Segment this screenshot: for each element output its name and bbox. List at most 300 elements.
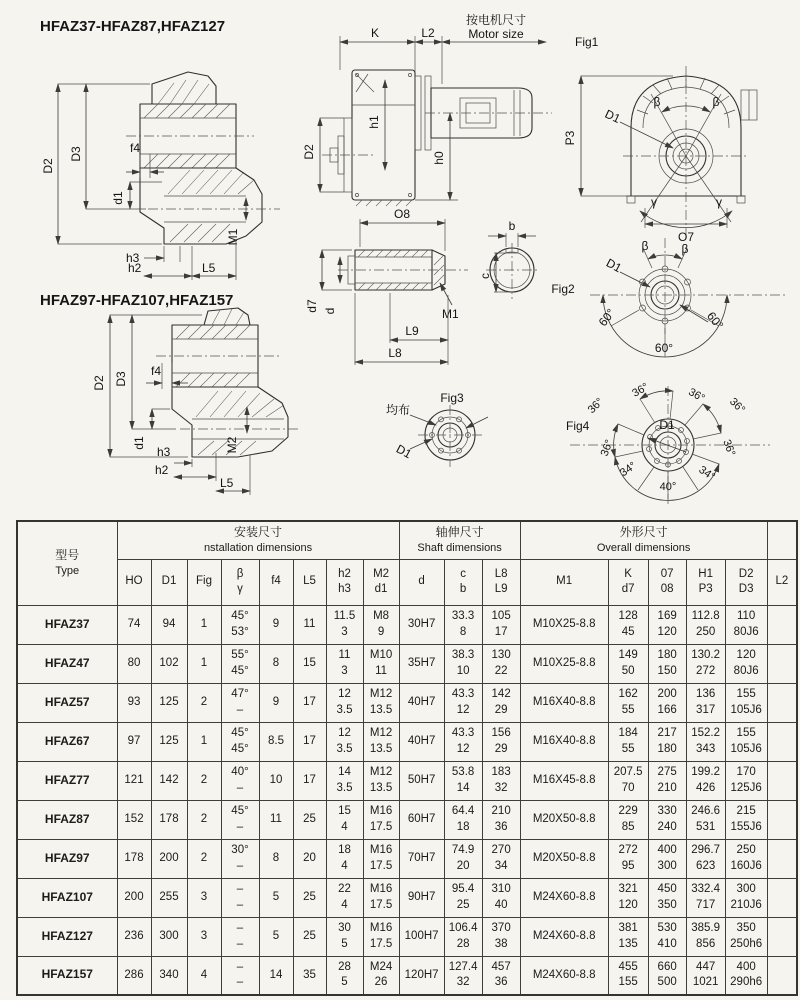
fig4-angle-0: 36° [585, 395, 607, 417]
fig2-beta-right: β [681, 242, 689, 256]
dim-label-h1: h1 [367, 115, 381, 129]
dim-label-h2: h2 [128, 261, 142, 275]
dim-cell: M16 17.5 [363, 839, 399, 878]
dim-cell: 169 120 [648, 605, 686, 644]
dim-cell: 660 500 [648, 956, 686, 995]
dim-d1 [111, 182, 162, 209]
fig1-beta-right: β [712, 95, 720, 109]
fig4-angle-8: 40° [659, 481, 677, 493]
dim-cell: 400 300 [648, 839, 686, 878]
dim-cell: 400 290h6 [725, 956, 767, 995]
dim-cell: 17 [293, 722, 326, 761]
dim-cell: 35 [293, 956, 326, 995]
dim-cell: 125 [151, 683, 187, 722]
fig4-angle-5: 36° [720, 438, 738, 458]
dim-cell: 340 [151, 956, 187, 995]
dim-cell: 43.3 12 [444, 683, 482, 722]
dim-cell: M12 13.5 [363, 683, 399, 722]
dim-label-k: K [370, 26, 380, 40]
model-name: HFAZ37 [17, 605, 117, 644]
dim-cell: 110 80J6 [725, 605, 767, 644]
dim-cell: 272 95 [608, 839, 648, 878]
dim-cell [767, 644, 797, 683]
installation-header-cn: 安装尺寸 [234, 525, 283, 540]
fig1-D1-leader [603, 107, 673, 148]
dim-cell [767, 956, 797, 995]
col-header: L8 L9 [482, 559, 520, 605]
dim-cell: 22 4 [326, 878, 363, 917]
dim-label-d2: D2 [92, 375, 106, 391]
dim-cell: 215 155J6 [725, 800, 767, 839]
dim-cell: 15 4 [326, 800, 363, 839]
dim-cell: 30 5 [326, 917, 363, 956]
model-name: HFAZ87 [17, 800, 117, 839]
dim-cell: 90H7 [399, 878, 444, 917]
overall-header-en: Overall dimensions [596, 541, 691, 554]
dim-cell [767, 722, 797, 761]
dim-label-p3: P3 [563, 130, 577, 146]
dim-cell: M10X25-8.8 [520, 605, 608, 644]
dim-cell: 14 [259, 956, 293, 995]
housing-upper-outline [156, 308, 280, 387]
dim-cell: 95.4 25 [444, 878, 482, 917]
dim-cell: – – [221, 956, 259, 995]
dim-cell: 310 40 [482, 878, 520, 917]
dim-cell: 105 17 [482, 605, 520, 644]
section2-title: HFAZ97-HFAZ107,HFAZ157 [40, 292, 234, 309]
dim-cell: M20X50-8.8 [520, 800, 608, 839]
dim-cell: 300 210J6 [725, 878, 767, 917]
dim-D2 [41, 84, 162, 244]
dim-label-o8: O8 [393, 207, 411, 221]
type-header-en: Type [55, 564, 80, 577]
dim-cell: 155 105J6 [725, 683, 767, 722]
dim-cell: 183 32 [482, 761, 520, 800]
fig2-angle-right: 60° [704, 309, 727, 333]
group-header-overall [520, 521, 767, 559]
fig4-angle-4: 36° [598, 438, 616, 458]
dim-cell: 2 [187, 800, 221, 839]
dim-cell: 97 [117, 722, 151, 761]
dim-cell: 385.9 856 [686, 917, 725, 956]
dim-cell: 40H7 [399, 683, 444, 722]
dim-cell: 70H7 [399, 839, 444, 878]
dim-h1 [367, 80, 385, 170]
shaft-body [338, 250, 468, 290]
table-row [17, 761, 797, 800]
dim-cell: 1 [187, 605, 221, 644]
dim-cell: 20 [293, 839, 326, 878]
dim-label-m1: M1 [442, 307, 459, 321]
dim-cell: 74.9 20 [444, 839, 482, 878]
drawing-fig1-front-view [553, 26, 800, 252]
fig2-60deg-sectors [596, 295, 727, 357]
dim-label-b: b [508, 219, 516, 233]
table-row [17, 722, 797, 761]
table-row [17, 644, 797, 683]
dim-cell: 74 [117, 605, 151, 644]
dim-cell: 246.6 531 [686, 800, 725, 839]
dim-cell: 457 36 [482, 956, 520, 995]
dim-cell: 455 155 [608, 956, 648, 995]
dim-cell: 8 [259, 839, 293, 878]
dim-cell: M24X60-8.8 [520, 956, 608, 995]
dim-cell: 93 [117, 683, 151, 722]
drawing-shaft-detail [300, 203, 580, 377]
model-name: HFAZ57 [17, 683, 117, 722]
fig1-d1-label: D1 [602, 106, 623, 126]
fig2-label: Fig2 [551, 282, 575, 296]
dim-cell: 250 160J6 [725, 839, 767, 878]
dim-cell: 40° – [221, 761, 259, 800]
fig2-D1-leader [604, 256, 708, 322]
dimensions-table [16, 520, 798, 996]
dim-label-d3: D3 [114, 371, 128, 387]
dim-cell: 28 5 [326, 956, 363, 995]
table-row [17, 917, 797, 956]
fig1-gamma-left: γ [651, 195, 657, 209]
dim-label-l5: L5 [220, 476, 234, 490]
dim-cell: 8 [259, 644, 293, 683]
dim-cell: 125 [151, 722, 187, 761]
dim-cell: 11 [293, 605, 326, 644]
model-name: HFAZ127 [17, 917, 117, 956]
dim-cell: 5 [259, 917, 293, 956]
dim-label-f4: f4 [129, 141, 141, 155]
table-row [17, 800, 797, 839]
table-row [17, 956, 797, 995]
dim-cell: 100H7 [399, 917, 444, 956]
dim-cell: 200 166 [648, 683, 686, 722]
model-name: HFAZ97 [17, 839, 117, 878]
shaft-header-cn: 轴伸尺寸 [435, 525, 484, 540]
dim-cell: 64.4 18 [444, 800, 482, 839]
dim-cell: 200 [117, 878, 151, 917]
dim-cell [767, 800, 797, 839]
dim-cell: 11 [259, 800, 293, 839]
dim-label-d: d [323, 307, 337, 315]
gearbox-body [352, 70, 415, 206]
dim-cell: M16X40-8.8 [520, 683, 608, 722]
fig2-beta-left: β [641, 239, 649, 253]
dim-cell: 530 410 [648, 917, 686, 956]
dim-f4 [146, 363, 188, 389]
dim-cell: 142 [151, 761, 187, 800]
dim-cell: 53.8 14 [444, 761, 482, 800]
dim-cell: 184 55 [608, 722, 648, 761]
dim-cell [767, 605, 797, 644]
dim-label-o7: O7 [677, 230, 695, 244]
header-group-row [17, 521, 797, 559]
col-header: f4 [259, 559, 293, 605]
dim-cell: 9 [259, 605, 293, 644]
col-header: c b [444, 559, 482, 605]
dim-cell: 136 317 [686, 683, 725, 722]
header-cols-row [17, 559, 797, 605]
dim-cell: 80 [117, 644, 151, 683]
dim-cell [767, 683, 797, 722]
group-header-l2-spacer [767, 521, 797, 559]
dim-cell: 4 [187, 956, 221, 995]
dim-cell: – – [221, 917, 259, 956]
dim-cell: M16 17.5 [363, 800, 399, 839]
dim-motor-size [442, 12, 546, 42]
keyway-section [478, 219, 538, 299]
dim-cell: 447 1021 [686, 956, 725, 995]
fig1-beta-left: β [653, 95, 661, 109]
dim-cell: 102 [151, 644, 187, 683]
dim-cell: M20X50-8.8 [520, 839, 608, 878]
dim-cell: 12 3.5 [326, 683, 363, 722]
dim-cell: M24 26 [363, 956, 399, 995]
dim-cell: M10X25-8.8 [520, 644, 608, 683]
fig4-angle-2: 36° [686, 386, 707, 405]
housing-upper-outline [126, 72, 254, 168]
fig4-angle-1: 36° [630, 381, 651, 400]
model-name: HFAZ47 [17, 644, 117, 683]
dim-cell: 33.3 8 [444, 605, 482, 644]
dim-cell: 17 [293, 683, 326, 722]
dim-cell: 17 [293, 761, 326, 800]
shaft-header-en: Shaft dimensions [417, 541, 502, 554]
fig1-gamma-right: γ [716, 195, 722, 209]
dim-cell: 40H7 [399, 722, 444, 761]
model-name: HFAZ77 [17, 761, 117, 800]
col-header: D1 [151, 559, 187, 605]
dim-label-d1: d1 [132, 436, 146, 450]
model-name: HFAZ157 [17, 956, 117, 995]
dim-cell: 12 3.5 [326, 722, 363, 761]
dim-L8 [355, 293, 448, 365]
motor-body [415, 76, 552, 150]
dim-cell: 207.5 70 [608, 761, 648, 800]
dim-cell: 8.5 [259, 722, 293, 761]
dim-M2 [225, 407, 247, 453]
fig4-d1-label: D1 [659, 418, 675, 432]
motor-size-label-cn: 按电机尺寸 [465, 13, 527, 27]
dim-cell: 25 [293, 878, 326, 917]
dim-label-h0: h0 [432, 151, 446, 165]
installation-header-en: nstallation dimensions [203, 541, 313, 554]
dim-cell: M12 13.5 [363, 761, 399, 800]
fig4-angle-7: 34° [696, 463, 717, 484]
dim-label-l9: L9 [405, 324, 419, 338]
dim-cell: 270 34 [482, 839, 520, 878]
fig3-d1-label: D1 [393, 441, 414, 462]
dim-cell: 2 [187, 761, 221, 800]
dim-cell: 236 [117, 917, 151, 956]
dim-d [323, 257, 340, 314]
dim-P3 [563, 76, 673, 196]
overall-header-cn: 外形尺寸 [619, 525, 668, 540]
table-row [17, 878, 797, 917]
motor-size-label-en: Motor size [468, 27, 524, 41]
fig2-angle-left: 60° [595, 306, 618, 330]
col-header: 07 08 [648, 559, 686, 605]
dim-cell: 199.2 426 [686, 761, 725, 800]
dim-label-d1: d1 [111, 191, 125, 205]
dim-cell: 120H7 [399, 956, 444, 995]
dim-cell: 14 3.5 [326, 761, 363, 800]
fig1-label: Fig1 [575, 35, 599, 49]
col-header: Fig [187, 559, 221, 605]
dim-label-l2: L2 [421, 26, 435, 40]
dim-cell: 155 105J6 [725, 722, 767, 761]
dim-label-d7: d7 [305, 299, 319, 313]
dim-cell: M24X60-8.8 [520, 878, 608, 917]
dim-D2 [92, 315, 202, 457]
col-header: M2 d1 [363, 559, 399, 605]
drawing-section2-crosssection [40, 303, 302, 510]
dim-cell: 25 [293, 800, 326, 839]
dim-label-d2: D2 [302, 144, 316, 160]
dim-cell: 50H7 [399, 761, 444, 800]
fig4-angle-3: 36° [726, 395, 748, 417]
dim-cell: 200 [151, 839, 187, 878]
dim-f4 [126, 141, 164, 178]
drawing-motor-side-view [300, 10, 562, 217]
dim-cell [767, 761, 797, 800]
dim-label-f4: f4 [150, 364, 162, 378]
dim-cell: 217 180 [648, 722, 686, 761]
dim-cell: 142 29 [482, 683, 520, 722]
dim-D3 [114, 315, 176, 429]
dim-cell: 120 80J6 [725, 644, 767, 683]
dim-cell: – – [221, 878, 259, 917]
dim-cell: M12 13.5 [363, 722, 399, 761]
table-row [17, 839, 797, 878]
col-header: L5 [293, 559, 326, 605]
fig3-flange-circles [418, 405, 482, 467]
section1-title: HFAZ37-HFAZ87,HFAZ127 [40, 18, 226, 35]
fig4-angle-6: 34° [618, 459, 639, 480]
table-row [17, 605, 797, 644]
dim-cell: 275 210 [648, 761, 686, 800]
dim-cell: 1 [187, 644, 221, 683]
col-header: L2 [767, 559, 797, 605]
dim-cell: 94 [151, 605, 187, 644]
dim-cell: 1 [187, 722, 221, 761]
dim-cell: 55° 45° [221, 644, 259, 683]
dim-h0 [415, 113, 458, 200]
dim-cell: M24X60-8.8 [520, 917, 608, 956]
dim-label-m1: M1 [226, 228, 240, 246]
dim-cell: M16X40-8.8 [520, 722, 608, 761]
dim-cell: 30° – [221, 839, 259, 878]
dim-K [340, 26, 415, 82]
dim-L5 [216, 455, 250, 495]
col-header-type [17, 521, 117, 605]
fig3-label: Fig3 [440, 391, 464, 405]
dim-cell: M16 17.5 [363, 917, 399, 956]
dim-cell: 152.2 343 [686, 722, 725, 761]
dim-cell: 3 [187, 878, 221, 917]
type-header-cn: 型号 [55, 548, 80, 563]
dim-cell: 47° – [221, 683, 259, 722]
shaft-M1-leader [440, 283, 459, 321]
dim-cell: 35H7 [399, 644, 444, 683]
dim-cell: 300 [151, 917, 187, 956]
dim-label-m2: M2 [225, 436, 239, 454]
dim-cell: 112.8 250 [686, 605, 725, 644]
model-name: HFAZ107 [17, 878, 117, 917]
dim-cell: 156 29 [482, 722, 520, 761]
dim-L2 [415, 26, 442, 84]
fig2-d1-label: D1 [603, 255, 624, 276]
dim-cell: 350 250h6 [725, 917, 767, 956]
col-header: d [399, 559, 444, 605]
dim-cell: 332.4 717 [686, 878, 725, 917]
dim-cell: 25 [293, 917, 326, 956]
dim-cell: 18 4 [326, 839, 363, 878]
dim-cell: 30H7 [399, 605, 444, 644]
dim-cell: 9 [259, 683, 293, 722]
dim-cell: 43.3 12 [444, 722, 482, 761]
dim-O8 [360, 207, 445, 251]
col-header: M1 [520, 559, 608, 605]
dim-cell: 286 [117, 956, 151, 995]
dim-cell: 229 85 [608, 800, 648, 839]
dim-label-c: c [478, 273, 492, 279]
dim-cell: 127.4 32 [444, 956, 482, 995]
dim-label-l5: L5 [202, 261, 216, 275]
dim-label-h2: h2 [155, 463, 169, 477]
dim-cell: 296.7 623 [686, 839, 725, 878]
col-header: D2 D3 [725, 559, 767, 605]
dim-cell: M10 11 [363, 644, 399, 683]
dim-cell: 450 350 [648, 878, 686, 917]
dim-cell: 180 150 [648, 644, 686, 683]
dim-cell: 178 [151, 800, 187, 839]
dim-cell: 130.2 272 [686, 644, 725, 683]
dim-cell [767, 917, 797, 956]
dim-cell: M8 9 [363, 605, 399, 644]
dim-cell: 10 [259, 761, 293, 800]
table-row [17, 683, 797, 722]
dim-cell: 162 55 [608, 683, 648, 722]
dim-label-d3: D3 [69, 146, 83, 162]
dim-cell: 381 135 [608, 917, 648, 956]
table-body [17, 605, 797, 995]
dim-cell: 370 38 [482, 917, 520, 956]
dim-cell: 128 45 [608, 605, 648, 644]
fig3-junbu-label: 均布 [385, 403, 411, 417]
group-header-shaft [399, 521, 520, 559]
dim-cell: 106.4 28 [444, 917, 482, 956]
dim-cell: 2 [187, 683, 221, 722]
dim-cell: 11.5 3 [326, 605, 363, 644]
dim-cell: 2 [187, 839, 221, 878]
dim-cell: 38.3 10 [444, 644, 482, 683]
dim-cell: 178 [117, 839, 151, 878]
dim-cell: 321 120 [608, 878, 648, 917]
dim-cell: 330 240 [648, 800, 686, 839]
dim-cell: 255 [151, 878, 187, 917]
dim-cell: 149 50 [608, 644, 648, 683]
dim-cell: 60H7 [399, 800, 444, 839]
dim-cell: 15 [293, 644, 326, 683]
col-header: K d7 [608, 559, 648, 605]
dim-cell: 11 3 [326, 644, 363, 683]
dim-cell: 170 125J6 [725, 761, 767, 800]
dim-cell: 130 22 [482, 644, 520, 683]
drawing-section1-crosssection [40, 36, 302, 286]
group-header-installation [117, 521, 399, 559]
model-name: HFAZ67 [17, 722, 117, 761]
col-header: β γ [221, 559, 259, 605]
col-header: h2 h3 [326, 559, 363, 605]
fig2-angle-bottom: 60° [654, 341, 674, 355]
